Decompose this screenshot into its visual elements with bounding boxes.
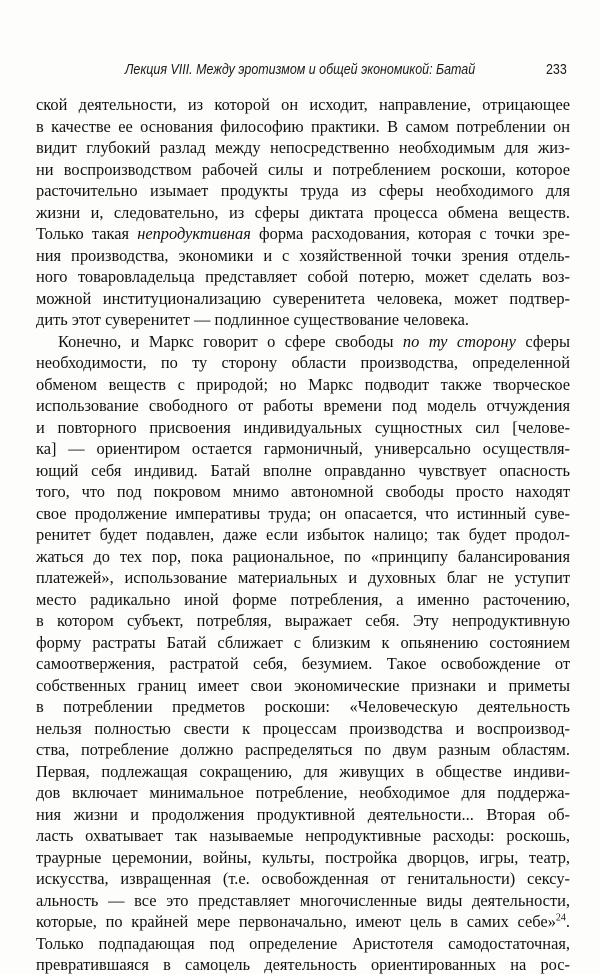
paragraph [36, 94, 570, 331]
text-run: которые, по крайней мере первоначально, имеют цель в самих себе» [36, 912, 556, 931]
text-line: дить этот суверенитет — подлинное существование человека. [36, 310, 469, 329]
text-line: ющий себя индивид. Батай вполне оправданно чувствует опасность [36, 460, 570, 480]
text-line: ния жизни и продолжения продуктивной деятельности... Вторая об- [36, 804, 570, 824]
text-line: ка] — ориентиром остается гармоничный, универсально осуществля- [36, 439, 570, 458]
text-line: собственных границ имеет свои экономические признаки и приметы [36, 675, 570, 695]
text-line: Только подпадающая под определение Аристотеля самодостаточная, [36, 933, 570, 953]
text-line: траурные церемонии, войны, культы, постройка дворцов, игры, театр, [36, 847, 570, 867]
text-line: Первая, подлежащая сокращению, для живущих в обществе индиви- [36, 761, 570, 781]
text-line: обменом веществ с природой; но Маркс подводит также творческое [36, 374, 570, 394]
text-line: ния производства, экономики и с хозяйственной точки зрения отдель- [36, 245, 570, 265]
text-line [36, 331, 570, 353]
text-line: форму растраты Батай сближает с близким к опьянению состоянием [36, 632, 570, 652]
paragraph [36, 331, 570, 976]
text-line: искусства, извращенная (т.е. освобожденная от генитальности) сексу- [36, 869, 570, 888]
text-run: форма расходования, которая с точки зре- [250, 224, 570, 243]
emphasis: по ту сторону [402, 331, 516, 351]
body-text [36, 94, 570, 976]
text-line: ни воспроизводством рабочей силы и потреблением роскоши, которое [36, 159, 570, 179]
text-line: расточительно изымает продукты труда из сферы необходимого для [36, 181, 570, 200]
text-run: . [565, 912, 570, 931]
text-line: использование свободного от работы времени под модель отчуждения [36, 396, 570, 415]
text-line: жизни и, следовательно, из сферы диктата процесса обмена веществ. [36, 202, 570, 222]
text-line: самоотвержения, растратой себя, безумием. Такое освобождение от [36, 654, 570, 673]
text-line: дов включает минимальное потребление, необходимое для поддержа- [36, 783, 570, 802]
running-head [32, 62, 496, 84]
text-line: в качестве ее основания философию практики. В самом потреблении он [36, 116, 570, 136]
text-line: место радикально иной форме потребления, а именно расточению, [36, 589, 570, 609]
emphasis: непродуктивная [137, 224, 251, 243]
text-line: превратившаяся в самоцель деятельность ориентированных на рос- [36, 955, 570, 974]
text-line: можной институционализацию суверенитета человека, может подтвер- [36, 288, 570, 308]
page-number: 233 [546, 62, 567, 78]
text-line: ства, потребление должно распределяться по двум разным областям. [36, 740, 570, 759]
text-line: в котором субъект, потребляя, выражает себя. Эту непродуктивную [36, 611, 570, 630]
running-title: Лекция VIII. Между эротизмом и общей экономикой: Батай [124, 62, 476, 78]
text-run: Только такая [36, 224, 138, 243]
text-line: нельзя полностью свести к процессам производства и воспроизвод- [36, 718, 570, 738]
text-line [36, 223, 570, 245]
text-line: альность — все это представляет многочисленные виды деятельности, [36, 890, 570, 910]
text-run: Конечно, и Маркс говорит о сфере свободы [58, 331, 403, 351]
text-line [36, 911, 570, 933]
text-line: и повторного присвоения индивидуальных сущностных сил [челове- [36, 417, 570, 437]
text-line: в потреблении предметов роскоши: «Человеческую деятельность [36, 697, 570, 716]
text-line: ской деятельности, из которой он исходит, направление, отрицающее [36, 95, 570, 114]
text-line: ренитет будет подавлен, даже если избыток налицо; так будет продол- [36, 525, 570, 544]
text-line: ного товаровладельца представляет собой потерю, может сделать воз- [36, 267, 570, 286]
text-line: ласть охватывает так называемые непродуктивные расходы: роскошь, [36, 826, 570, 845]
text-line: видит глубокий разлад между непосредственно необходимым для жиз- [36, 138, 570, 157]
text-line: свое продолжение императивы труда; он опасается, что истинный суве- [36, 503, 570, 523]
footnote-marker[interactable]: 24 [555, 912, 566, 924]
text-line: необходимости, по ту сторону области производства, определенной [36, 353, 570, 372]
text-line: жаться до тех пор, пока рациональное, по «принципу балансирования [36, 546, 570, 566]
text-line: платежей», использование материальных и духовных благ не уступит [36, 568, 570, 587]
text-run: сферы [515, 331, 570, 351]
text-line: того, что под покровом мнимо автономной свободы просто находят [36, 482, 570, 501]
